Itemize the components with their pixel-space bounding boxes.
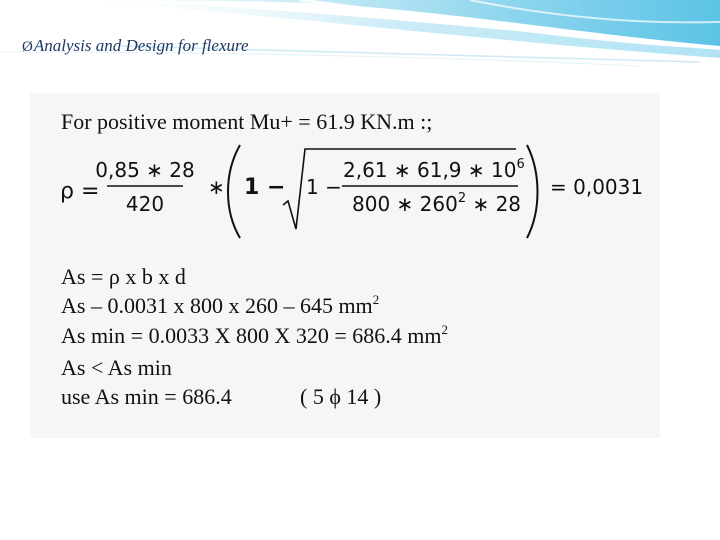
denominator-1: 420 [125, 192, 165, 216]
formula-result: = 0,0031 [550, 175, 644, 199]
numerator-1: 0,85 ∗ 28 [95, 158, 195, 182]
equation-line-5: use As min = 686.4 [61, 384, 232, 409]
content-box [30, 93, 660, 438]
equation-line-4: As < As min [61, 355, 172, 380]
denominator-2-exponent: 2 [457, 191, 467, 206]
equation-line-2: As – 0.0031 x 800 x 260 – 645 $mm^2$ [61, 292, 380, 318]
numerator-2-exponent: 6 [516, 157, 525, 172]
slide-title-text: Analysis and Design for flexure [33, 36, 249, 55]
equation-line-3: As min = 0.0033 X 800 X 320 = 686.4 $mm^2$ [61, 322, 448, 348]
slide-title [22, 36, 249, 56]
rho-symbol: ρ = [60, 179, 100, 204]
times-symbol: ∗ [208, 175, 225, 199]
left-paren [228, 145, 240, 238]
bar-spec: ( 5 ϕ 14 ) [300, 384, 382, 409]
one-minus-outer: 1 − [244, 175, 286, 200]
right-paren [527, 145, 538, 238]
one-minus-inner: 1 − [306, 175, 342, 199]
intro-line: For positive moment Mu+ = 61.9 KN.m :; [61, 109, 433, 134]
reinforcement-ratio-formula [30, 93, 660, 243]
denominator-2-base: 800 ∗ 260 [352, 192, 458, 216]
denominator-2 [352, 191, 521, 216]
title-bullet-icon: Ø [22, 39, 33, 55]
numerator-2-base: 2,61 ∗ 61,9 ∗ 10 [343, 158, 517, 182]
numerator-2 [343, 157, 525, 182]
denominator-2-tail: ∗ 28 [466, 192, 522, 216]
equation-line-1: As = ρ x b x d [61, 264, 186, 289]
